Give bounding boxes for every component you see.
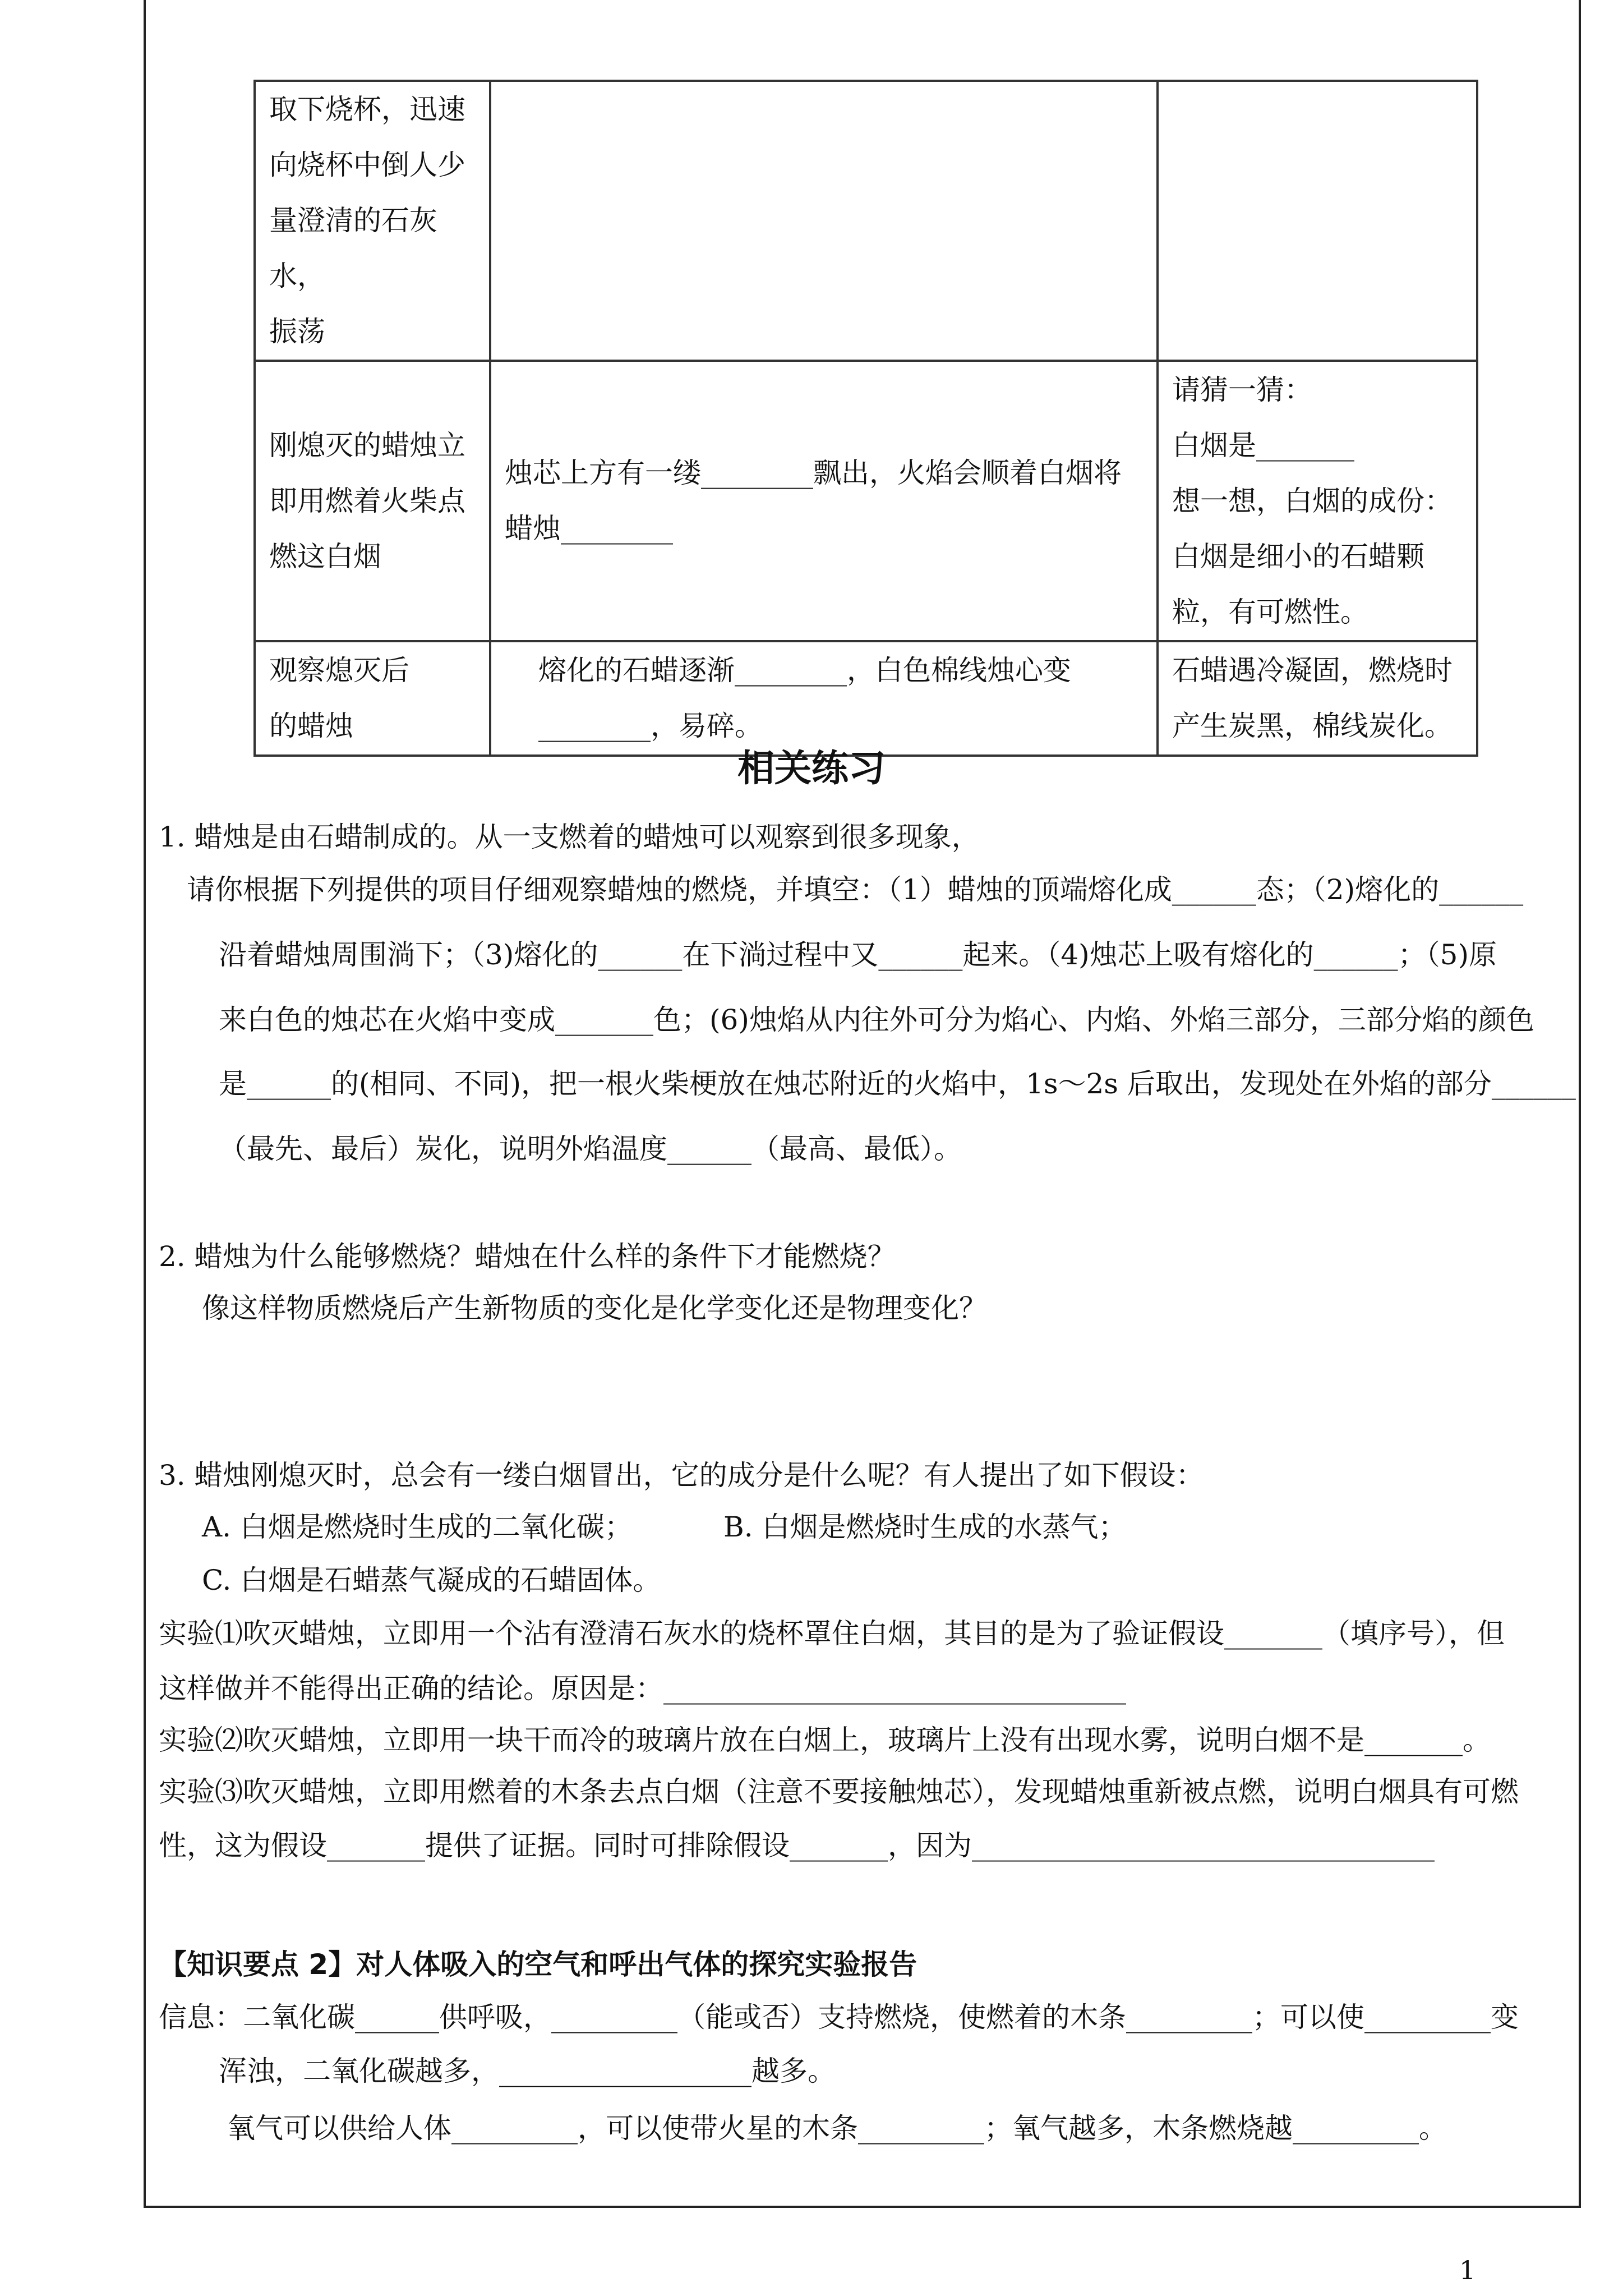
table-row bbox=[255, 361, 1477, 641]
cell-line: 刚熄灭的蜡烛立 bbox=[269, 429, 465, 462]
table-cell-procedure bbox=[255, 81, 490, 361]
kp2-line: 氧气可以供给人体_________，可以使带火星的木条_________；氧气越多，木条燃烧越_________。 bbox=[227, 2112, 1447, 2145]
cell-line: 蜡烛________ bbox=[505, 512, 673, 545]
table-row bbox=[255, 81, 1477, 361]
cell-line: 取下烧杯，迅速 bbox=[269, 93, 465, 126]
table-cell-conclusion bbox=[1158, 81, 1477, 361]
q1-line: 来白色的烛芯在火焰中变成_______色；(6)烛焰从内往外可分为焰心、内焰、外焰三部分，三部分焰的颜色 bbox=[219, 1004, 1534, 1036]
q3-line: 性，这为假设_______提供了证据。同时可排除假设_______，因为_________________________________ bbox=[159, 1829, 1435, 1862]
section-title: 相关练习 bbox=[737, 747, 886, 790]
cell-line: ________，易碎。 bbox=[538, 710, 763, 742]
q3-line: 这样做并不能得出正确的结论。原因是：_________________________________ bbox=[159, 1672, 1126, 1705]
q3-option-b: B. 白烟是燃烧时生成的水蒸气； bbox=[723, 1511, 1127, 1543]
cell-line: 白烟是细小的石蜡颗 bbox=[1172, 540, 1424, 573]
cell-line: 白烟是_______ bbox=[1172, 429, 1354, 462]
cell-line: 量澄清的石灰水， bbox=[269, 204, 437, 292]
cell-line: 的蜡烛 bbox=[269, 710, 353, 742]
q3-line: 实验⑴吹灭蜡烛，立即用一个沾有澄清石灰水的烧杯罩住白烟，其目的是为了验证假设_______（填序号），但 bbox=[159, 1617, 1505, 1650]
q1-line: 沿着蜡烛周围淌下；（3)熔化的______在下淌过程中又______起来。（4)烛芯上吸有熔化的______；（5)原 bbox=[219, 938, 1497, 971]
table-cell-observation bbox=[490, 81, 1158, 361]
q1-line: （最先、最后）炭化，说明外焰温度______（最高、最低）。 bbox=[219, 1133, 962, 1165]
cell-line: 石蜡遇冷凝固，燃烧时 bbox=[1172, 654, 1453, 687]
q3-option-a: A. 白烟是燃烧时生成的二氧化碳； bbox=[202, 1511, 633, 1543]
kp2-line: 信息：二氧化碳______供呼吸，_________（能或否）支持燃烧，使燃着的木条_________；可以使_________变 bbox=[159, 2001, 1519, 2033]
q2-line: 像这样物质燃烧后产生新物质的变化是化学变化还是物理变化？ bbox=[202, 1292, 987, 1324]
cell-line: 即用燃着火柴点 bbox=[269, 484, 465, 517]
cell-line: 产生炭黑，棉线炭化。 bbox=[1172, 710, 1453, 742]
cell-line: 观察熄灭后 bbox=[269, 654, 409, 687]
q3-option-c: C. 白烟是石蜡蒸气凝成的石蜡固体。 bbox=[202, 1564, 661, 1596]
table-cell-procedure bbox=[255, 361, 490, 641]
table-cell-observation bbox=[490, 361, 1158, 641]
experiment-table bbox=[253, 80, 1478, 757]
q3-line: 实验⑶吹灭蜡烛，立即用燃着的木条去点白烟（注意不要接触烛芯），发现蜡烛重新被点燃，说明白烟具有可燃 bbox=[159, 1775, 1519, 1808]
cell-line: 粒，有可燃性。 bbox=[1172, 595, 1368, 628]
q3-line: 实验⑵吹灭蜡烛，立即用一块干而冷的玻璃片放在白烟上，玻璃片上没有出现水雾，说明白烟不是_______。 bbox=[159, 1724, 1491, 1756]
cell-line: 想一想，白烟的成份： bbox=[1172, 484, 1453, 517]
table-cell-conclusion bbox=[1158, 361, 1477, 641]
cell-line: 向烧杯中倒人少 bbox=[269, 149, 465, 181]
page-number: 1 bbox=[1459, 2255, 1476, 2285]
cell-line: 请猜一猜： bbox=[1172, 373, 1312, 406]
q3-intro: 3. 蜡烛刚熄灭时，总会有一缕白烟冒出，它的成分是什么呢？有人提出了如下假设： bbox=[159, 1459, 1204, 1492]
q1-line: 请你根据下列提供的项目仔细观察蜡烛的燃烧，并填空：（1）蜡烛的顶端熔化成______态；（2)熔化的______ bbox=[187, 873, 1524, 906]
kp2-line: 浑浊，二氧化碳越多，__________________越多。 bbox=[219, 2055, 836, 2087]
cell-line: 燃这白烟 bbox=[269, 540, 381, 573]
cell-line: 烛芯上方有一缕________飘出，火焰会顺着白烟将 bbox=[505, 457, 1122, 489]
q2-line: 2. 蜡烛为什么能够燃烧？蜡烛在什么样的条件下才能燃烧？ bbox=[159, 1240, 896, 1273]
cell-line: 熔化的石蜡逐渐________，白色棉线烛心变 bbox=[538, 654, 1071, 687]
q1-line: 是______的(相同、不同)，把一根火柴梗放在烛芯附近的火焰中，1s～2s 后取出，发现处在外焰的部分______ bbox=[219, 1068, 1576, 1100]
cell-line: 振荡 bbox=[269, 315, 325, 348]
kp2-heading: 【知识要点 2】对人体吸入的空气和呼出气体的探究实验报告 bbox=[159, 1948, 917, 1981]
q1-line: 1. 蜡烛是由石蜡制成的。从一支燃着的蜡烛可以观察到很多现象， bbox=[159, 821, 980, 853]
